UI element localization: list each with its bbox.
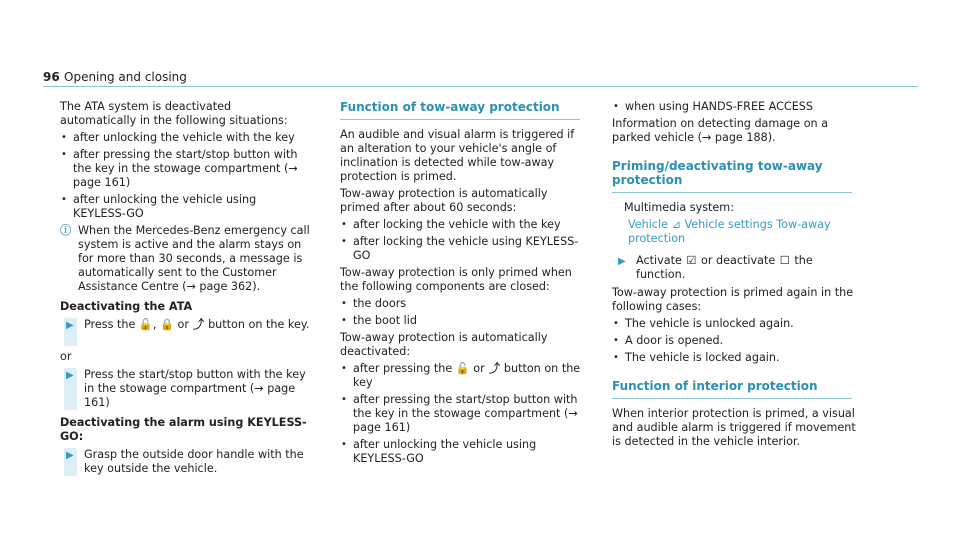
checkbox-empty-icon: ☐	[779, 254, 790, 267]
paragraph: Tow-away protection is automatically deactivated:	[340, 331, 548, 358]
section-title: Function of interior protection	[612, 379, 852, 399]
list-item: • The vehicle is locked again.	[612, 351, 862, 365]
list-item: • A door is opened.	[612, 334, 862, 348]
list-item-text: after pressing the	[353, 362, 453, 375]
instruction-step	[60, 448, 310, 476]
menu-path: Vehicle ⊿ Vehicle settings Tow-away protection	[628, 218, 831, 245]
boot-lid-icon: ⤴	[192, 318, 205, 331]
instruction-step	[612, 254, 862, 282]
step-text: button on the key.	[208, 318, 310, 331]
step-text: Activate	[636, 254, 682, 267]
step-text: or deactivate	[700, 254, 776, 267]
info-note-text: When the Mercedes-Benz emergency call system is active and the alarm stays on for more than 30 seconds, a message is automatically sent to the Customer Assistance Centre (→ page 362).	[78, 224, 310, 293]
info-icon: ⓘ	[60, 224, 72, 237]
page-header-title: Opening and closing	[64, 70, 187, 84]
list-item: • after locking the vehicle with the key	[340, 218, 590, 232]
checkbox-checked-icon: ☑	[686, 254, 697, 267]
info-note	[60, 224, 310, 294]
page-number: 96	[43, 70, 60, 84]
step-text: Press the	[84, 318, 136, 331]
unlock-icon: 🔓	[455, 362, 470, 375]
step-text: or	[177, 318, 189, 331]
section-title: Priming/deactivating tow-away protection	[612, 159, 852, 193]
section-heading: Deactivating the ATA	[60, 300, 193, 313]
column-right	[612, 100, 862, 452]
paragraph: Tow-away protection is automatically primed after about 60 seconds:	[340, 187, 548, 214]
step-arrow-icon: ▶	[66, 370, 74, 381]
step-text: Press the start/stop button with the key in the stowage compartment (→ page 161)	[84, 368, 306, 409]
list-item: • after pressing the start/stop button with the key in the stowage compartment (→ page 161)	[60, 148, 310, 190]
or-text: or	[60, 350, 72, 363]
list-item: • the boot lid	[340, 314, 590, 328]
list-item-text: or	[473, 362, 485, 375]
instruction-step	[60, 368, 310, 410]
column-left	[60, 100, 310, 480]
header-rule	[43, 86, 918, 87]
unlock-icon: 🔓	[138, 318, 153, 331]
paragraph: Information on detecting damage on a parked vehicle (→ page 188).	[612, 117, 829, 144]
multimedia-system-label: Multimedia system:	[624, 201, 734, 214]
paragraph: When interior protection is primed, a visual and audible alarm is triggered if movement is detected in the vehicle interior.	[612, 407, 856, 448]
step-arrow-icon: ▶	[618, 256, 626, 267]
boot-lid-icon: ⤴	[488, 362, 500, 375]
list-item: • after unlocking the vehicle using KEYLESS-GO	[60, 193, 310, 221]
section-title: Function of tow-away protection	[340, 100, 580, 120]
column-middle	[340, 100, 590, 469]
list-item: • the doors	[340, 297, 590, 311]
intro-text: The ATA system is deactivated automatically in the following situations:	[60, 100, 288, 127]
list-item: • The vehicle is unlocked again.	[612, 317, 862, 331]
step-arrow-icon: ▶	[66, 450, 74, 461]
step-text: Grasp the outside door handle with the key outside the vehicle.	[84, 448, 304, 475]
step-text: ,	[152, 318, 157, 331]
list-item: • after unlocking the vehicle using KEYLESS-GO	[340, 438, 590, 466]
instruction-step	[60, 318, 310, 346]
list-item: • after locking the vehicle using KEYLESS-GO	[340, 235, 590, 263]
paragraph: Tow-away protection is primed again in the following cases:	[612, 286, 854, 313]
step-arrow-icon: ▶	[66, 320, 74, 331]
list-item	[340, 362, 590, 390]
section-heading: Deactivating the alarm using KEYLESS-GO:	[60, 416, 307, 443]
paragraph: Tow-away protection is only primed when the following components are closed:	[340, 266, 572, 293]
list-item: • after unlocking the vehicle with the key	[60, 131, 310, 145]
list-item: • when using HANDS-FREE ACCESS	[612, 100, 862, 114]
step-text: the function.	[636, 254, 813, 281]
paragraph: An audible and visual alarm is triggered if an alteration to your vehicle's angle of inclination is detected while tow-away protection is primed.	[340, 128, 575, 183]
lock-icon: 🔒	[159, 318, 174, 331]
list-item: • after pressing the start/stop button with the key in the stowage compartment (→ page 161)	[340, 393, 590, 435]
list-item-text: button on the key	[353, 362, 581, 389]
